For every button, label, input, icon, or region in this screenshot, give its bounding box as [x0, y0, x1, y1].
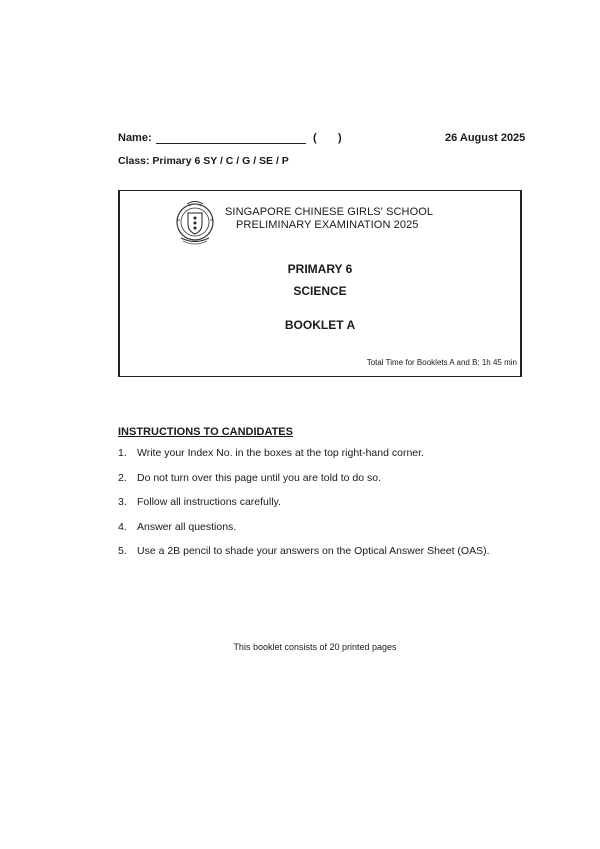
index-paren-close: ) [338, 132, 342, 144]
exam-name: PRELIMINARY EXAMINATION 2025 [236, 219, 419, 231]
instruction-item [118, 447, 490, 472]
instruction-number: 5. [118, 545, 127, 557]
subject-heading: SCIENCE [293, 284, 347, 298]
exam-date: 26 August 2025 [445, 132, 526, 144]
page-count-note: This booklet consists of 20 printed pages [233, 642, 397, 652]
booklet-heading: BOOKLET A [284, 318, 356, 332]
class-line: Class: Primary 6 SY / C / G / SE / P [118, 155, 289, 167]
instruction-number: 3. [118, 496, 127, 508]
instruction-text: Answer all questions. [137, 520, 237, 533]
instructions-title: INSTRUCTIONS TO CANDIDATES [118, 426, 293, 438]
name-label: Name: [118, 132, 152, 144]
school-crest-icon [173, 198, 217, 246]
name-field-line [156, 143, 306, 144]
instruction-item [118, 496, 490, 521]
total-time: Total Time for Booklets A and B: 1h 45 min [366, 358, 517, 367]
instruction-item [118, 545, 490, 570]
school-name: SINGAPORE CHINESE GIRLS' SCHOOL [225, 206, 434, 218]
instruction-text: Do not turn over this page until you are told to do so. [137, 471, 381, 484]
instruction-text: Use a 2B pencil to shade your answers on the Optical Answer Sheet (OAS). [137, 545, 490, 557]
instructions-list [118, 447, 490, 570]
instruction-text: Write your Index No. in the boxes at the top right-hand corner. [137, 447, 424, 459]
instruction-number: 1. [118, 447, 127, 459]
instruction-text: Follow all instructions carefully. [137, 496, 281, 508]
instruction-item [118, 472, 490, 497]
instruction-number: 4. [118, 520, 127, 533]
instruction-number: 2. [118, 471, 127, 484]
instruction-item [118, 521, 490, 546]
index-paren-open: ( [313, 132, 317, 144]
level-heading: PRIMARY 6 [287, 262, 353, 276]
